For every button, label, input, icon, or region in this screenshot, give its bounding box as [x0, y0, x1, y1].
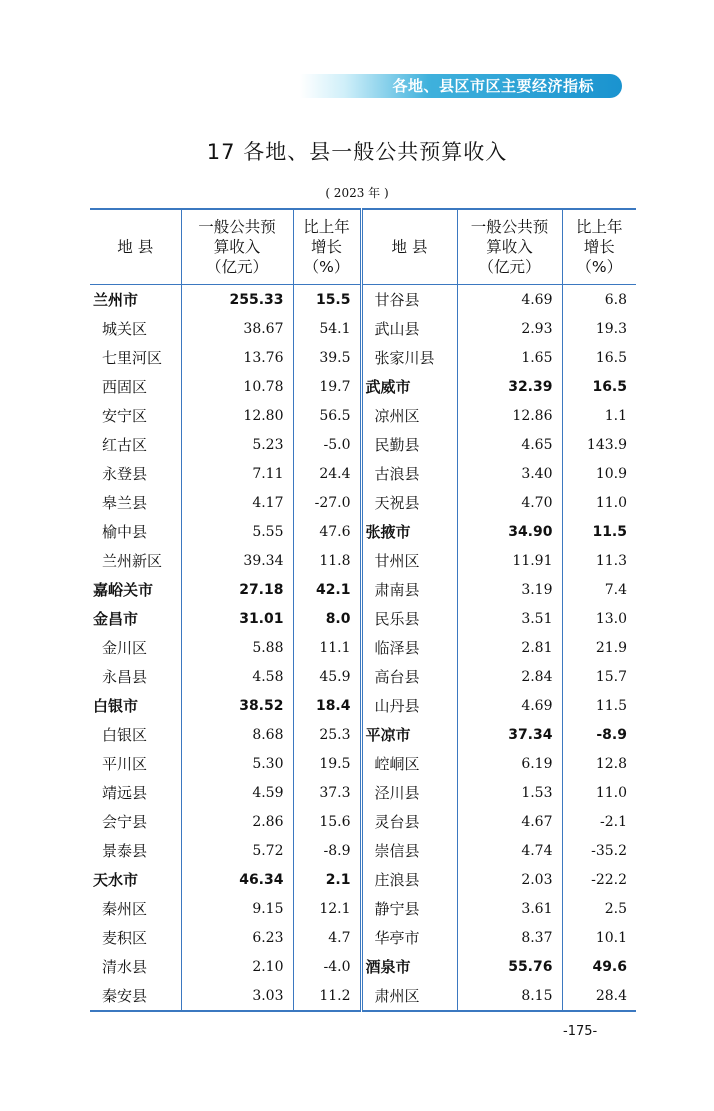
table-row	[90, 285, 636, 315]
region-name-cell: 灵台县	[361, 807, 457, 836]
region-name-cell: 白银区	[102, 726, 148, 744]
growth-cell: 54.1	[293, 314, 361, 343]
header-region-right	[361, 209, 457, 285]
table-row	[90, 372, 636, 401]
revenue-cell: 34.90	[457, 517, 562, 546]
revenue-cell: 32.39	[457, 372, 562, 401]
header-region-label: 地 县	[391, 238, 428, 256]
table-row	[90, 575, 636, 604]
region-name-cell: 榆中县	[102, 523, 148, 541]
revenue-cell: 12.80	[181, 401, 293, 430]
table-row	[90, 662, 636, 691]
region-name-cell: 平川区	[102, 755, 148, 773]
region-name-cell: 秦安县	[102, 987, 148, 1005]
table-row	[90, 865, 636, 894]
region-name-cell: 红古区	[102, 436, 148, 454]
growth-cell: 11.5	[562, 691, 636, 720]
table-row	[90, 807, 636, 836]
region-name-cell: 静宁县	[361, 894, 457, 923]
region-name-cell: 天水市	[93, 871, 139, 889]
growth-cell: 11.0	[562, 778, 636, 807]
growth-cell: 37.3	[293, 778, 361, 807]
region-name-cell: 甘谷县	[361, 285, 457, 315]
region-name-cell: 古浪县	[361, 459, 457, 488]
header-growth-left	[293, 209, 361, 285]
revenue-cell: 37.34	[457, 720, 562, 749]
growth-cell: 25.3	[293, 720, 361, 749]
revenue-cell: 8.68	[181, 720, 293, 749]
region-name-cell: 金川区	[102, 639, 148, 657]
table-row	[90, 749, 636, 778]
region-name-cell: 景泰县	[102, 842, 148, 860]
region-name-cell: 甘州区	[361, 546, 457, 575]
region-name-cell: 天祝县	[361, 488, 457, 517]
header-region-left	[90, 209, 181, 285]
revenue-cell: 4.58	[181, 662, 293, 691]
revenue-cell: 2.86	[181, 807, 293, 836]
region-name-cell: 酒泉市	[361, 952, 457, 981]
revenue-cell: 5.72	[181, 836, 293, 865]
table-year: ( 2023 年 )	[325, 186, 389, 200]
table-header	[90, 209, 636, 285]
revenue-cell: 4.67	[457, 807, 562, 836]
header-growth-line3: （%）	[303, 258, 350, 276]
region-name-cell: 清水县	[102, 958, 148, 976]
table-body	[90, 285, 636, 1012]
growth-cell: 47.6	[293, 517, 361, 546]
revenue-cell: 4.65	[457, 430, 562, 459]
revenue-cell: 2.10	[181, 952, 293, 981]
region-name-cell: 山丹县	[361, 691, 457, 720]
table-row	[90, 604, 636, 633]
growth-cell: 12.8	[562, 749, 636, 778]
growth-cell: 11.5	[562, 517, 636, 546]
table-row	[90, 894, 636, 923]
revenue-cell: 4.70	[457, 488, 562, 517]
region-name-cell: 七里河区	[102, 349, 163, 367]
header-growth-right	[562, 209, 636, 285]
region-name-cell: 张家川县	[361, 343, 457, 372]
revenue-cell: 3.51	[457, 604, 562, 633]
table-row	[90, 343, 636, 372]
revenue-cell: 1.65	[457, 343, 562, 372]
page-number: -175-	[563, 1024, 598, 1039]
region-name-cell: 临泽县	[361, 633, 457, 662]
header-growth-line1: 比上年	[575, 218, 623, 236]
growth-cell: 4.7	[293, 923, 361, 952]
region-name-cell: 高台县	[361, 662, 457, 691]
revenue-cell: 31.01	[181, 604, 293, 633]
growth-cell: 11.8	[293, 546, 361, 575]
region-name-cell: 永登县	[102, 465, 148, 483]
growth-cell: 11.2	[293, 981, 361, 1011]
revenue-cell: 38.67	[181, 314, 293, 343]
revenue-cell: 3.03	[181, 981, 293, 1011]
header-growth-line1: 比上年	[303, 218, 350, 236]
header-revenue-right	[457, 209, 562, 285]
growth-cell: 18.4	[293, 691, 361, 720]
table-row	[90, 778, 636, 807]
growth-cell: 19.3	[562, 314, 636, 343]
region-name-cell: 靖远县	[102, 784, 148, 802]
growth-cell: 19.7	[293, 372, 361, 401]
revenue-cell: 7.11	[181, 459, 293, 488]
region-name-cell: 皋兰县	[102, 494, 148, 512]
growth-cell: -2.1	[562, 807, 636, 836]
growth-cell: 143.9	[562, 430, 636, 459]
growth-cell: 56.5	[293, 401, 361, 430]
growth-cell: 16.5	[562, 343, 636, 372]
region-name-cell: 秦州区	[102, 900, 148, 918]
table-row	[90, 981, 636, 1011]
region-name-cell: 金昌市	[93, 610, 139, 628]
region-name-cell: 永昌县	[102, 668, 148, 686]
region-name-cell: 会宁县	[102, 813, 148, 831]
table-row	[90, 401, 636, 430]
header-revenue-line3: （亿元）	[205, 258, 268, 276]
region-name-cell: 兰州新区	[102, 552, 163, 570]
header-revenue-line1: 一般公共预	[198, 218, 276, 236]
table-row	[90, 314, 636, 343]
region-name-cell: 民乐县	[361, 604, 457, 633]
region-name-cell: 张掖市	[361, 517, 457, 546]
growth-cell: -4.0	[293, 952, 361, 981]
growth-cell: 11.1	[293, 633, 361, 662]
growth-cell: 12.1	[293, 894, 361, 923]
revenue-cell: 4.17	[181, 488, 293, 517]
region-name-cell: 肃南县	[361, 575, 457, 604]
header-growth-line3: （%）	[576, 258, 623, 276]
table-row	[90, 459, 636, 488]
growth-cell: 16.5	[562, 372, 636, 401]
growth-cell: 28.4	[562, 981, 636, 1011]
growth-cell: 49.6	[562, 952, 636, 981]
region-name-cell: 白银市	[93, 697, 139, 715]
growth-cell: 11.3	[562, 546, 636, 575]
region-name-cell: 安宁区	[102, 407, 148, 425]
revenue-cell: 4.69	[457, 285, 562, 315]
region-name-cell: 嘉峪关市	[93, 581, 154, 599]
revenue-cell: 5.55	[181, 517, 293, 546]
region-name-cell: 庄浪县	[361, 865, 457, 894]
region-name-cell: 崇信县	[361, 836, 457, 865]
revenue-cell: 9.15	[181, 894, 293, 923]
growth-cell: -35.2	[562, 836, 636, 865]
table-row	[90, 546, 636, 575]
growth-cell: 2.5	[562, 894, 636, 923]
growth-cell: 15.7	[562, 662, 636, 691]
header-growth-line2: 增长	[310, 238, 342, 256]
table-row	[90, 923, 636, 952]
revenue-cell: 3.61	[457, 894, 562, 923]
revenue-cell: 8.37	[457, 923, 562, 952]
region-name-cell: 华亭市	[361, 923, 457, 952]
region-name-cell: 兰州市	[93, 291, 139, 309]
growth-cell: 10.9	[562, 459, 636, 488]
growth-cell: 15.6	[293, 807, 361, 836]
region-name-cell: 肃州区	[361, 981, 457, 1011]
table-row	[90, 488, 636, 517]
table-row	[90, 952, 636, 981]
growth-cell: -8.9	[293, 836, 361, 865]
growth-cell: -5.0	[293, 430, 361, 459]
header-row	[90, 209, 636, 285]
revenue-cell: 5.23	[181, 430, 293, 459]
revenue-cell: 2.93	[457, 314, 562, 343]
growth-cell: -8.9	[562, 720, 636, 749]
growth-cell: 19.5	[293, 749, 361, 778]
region-name-cell: 泾川县	[361, 778, 457, 807]
growth-cell: 1.1	[562, 401, 636, 430]
revenue-cell: 13.76	[181, 343, 293, 372]
revenue-cell: 2.84	[457, 662, 562, 691]
revenue-cell: 10.78	[181, 372, 293, 401]
revenue-cell: 4.59	[181, 778, 293, 807]
revenue-cell: 2.81	[457, 633, 562, 662]
table-row	[90, 633, 636, 662]
growth-cell: 45.9	[293, 662, 361, 691]
revenue-cell: 46.34	[181, 865, 293, 894]
table-row	[90, 430, 636, 459]
header-growth-line2: 增长	[583, 238, 615, 256]
revenue-cell: 38.52	[181, 691, 293, 720]
region-name-cell: 西固区	[102, 378, 148, 396]
revenue-cell: 1.53	[457, 778, 562, 807]
region-name-cell: 民勤县	[361, 430, 457, 459]
growth-cell: 6.8	[562, 285, 636, 315]
table-row	[90, 517, 636, 546]
growth-cell: 8.0	[293, 604, 361, 633]
revenue-cell: 39.34	[181, 546, 293, 575]
growth-cell: 11.0	[562, 488, 636, 517]
revenue-cell: 55.76	[457, 952, 562, 981]
revenue-cell: 255.33	[181, 285, 293, 315]
table-row	[90, 691, 636, 720]
revenue-cell: 12.86	[457, 401, 562, 430]
region-name-cell: 武威市	[361, 372, 457, 401]
budget-revenue-table	[90, 208, 636, 1012]
header-region-label: 地 县	[117, 238, 154, 256]
growth-cell: 15.5	[293, 285, 361, 315]
growth-cell: 21.9	[562, 633, 636, 662]
header-revenue-line2: 算收入	[213, 238, 261, 256]
revenue-cell: 4.74	[457, 836, 562, 865]
section-banner-text: 各地、县区市区主要经济指标	[392, 77, 594, 95]
revenue-cell: 5.30	[181, 749, 293, 778]
section-banner	[300, 74, 622, 98]
growth-cell: 10.1	[562, 923, 636, 952]
table-row	[90, 720, 636, 749]
revenue-cell: 8.15	[457, 981, 562, 1011]
growth-cell: 24.4	[293, 459, 361, 488]
header-revenue-line2: 算收入	[486, 238, 533, 256]
revenue-cell: 4.69	[457, 691, 562, 720]
growth-cell: 2.1	[293, 865, 361, 894]
region-name-cell: 武山县	[361, 314, 457, 343]
region-name-cell: 崆峒区	[361, 749, 457, 778]
region-name-cell: 城关区	[102, 320, 148, 338]
revenue-cell: 6.19	[457, 749, 562, 778]
growth-cell: -27.0	[293, 488, 361, 517]
header-revenue-line3: （亿元）	[478, 258, 541, 276]
table-row	[90, 836, 636, 865]
revenue-cell: 5.88	[181, 633, 293, 662]
growth-cell: 39.5	[293, 343, 361, 372]
growth-cell: 42.1	[293, 575, 361, 604]
region-name-cell: 麦积区	[102, 929, 148, 947]
header-revenue-line1: 一般公共预	[470, 218, 549, 236]
revenue-cell: 6.23	[181, 923, 293, 952]
growth-cell: 13.0	[562, 604, 636, 633]
region-name-cell: 平凉市	[361, 720, 457, 749]
table-title: 17 各地、县一般公共预算收入	[206, 140, 508, 164]
revenue-cell: 3.19	[457, 575, 562, 604]
revenue-cell: 11.91	[457, 546, 562, 575]
growth-cell: 7.4	[562, 575, 636, 604]
region-name-cell: 凉州区	[361, 401, 457, 430]
revenue-cell: 3.40	[457, 459, 562, 488]
revenue-cell: 2.03	[457, 865, 562, 894]
revenue-cell: 27.18	[181, 575, 293, 604]
header-revenue-left	[181, 209, 293, 285]
growth-cell: -22.2	[562, 865, 636, 894]
